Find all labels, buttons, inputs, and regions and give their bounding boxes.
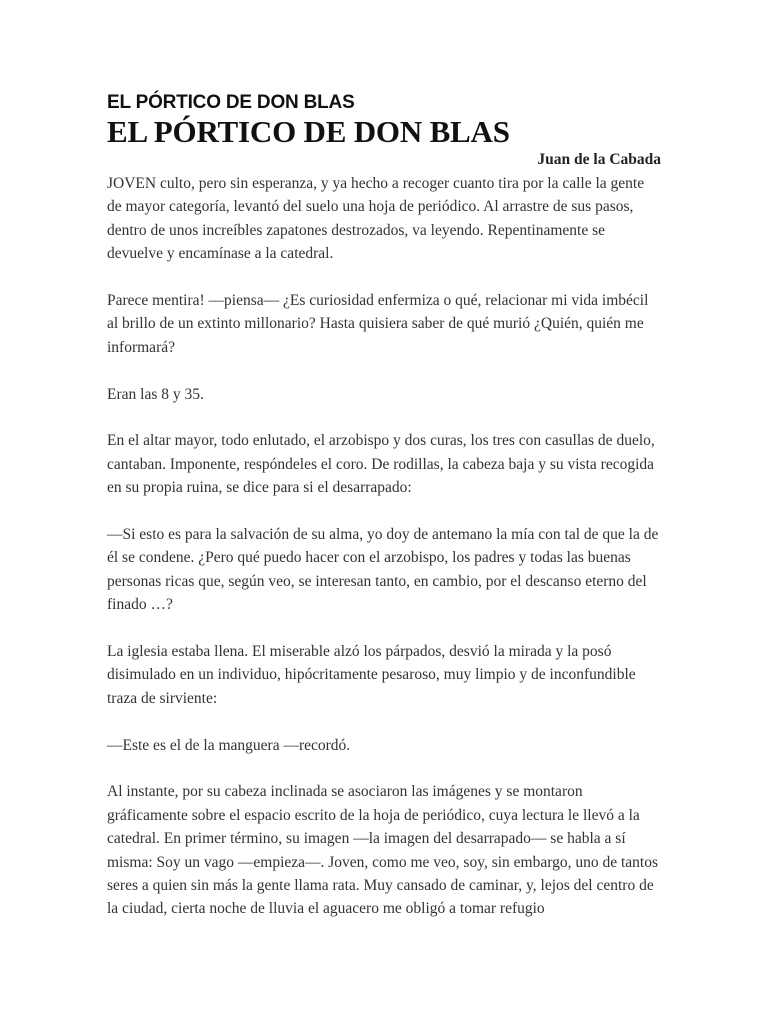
paragraph: JOVEN culto, pero sin esperanza, y ya hecho a recoger cuanto tira por la calle la gente de mayor categoría, levantó del suelo una hoja de periódico. Al arrastre de sus pasos, dentro de unos increíbles zapatones destrozados, va leyendo. Repentinamente se devuelve y encamínase a la catedral.: [107, 175, 645, 263]
document-title: EL PÓRTICO DE DON BLAS: [107, 114, 510, 149]
paragraph: En el altar mayor, todo enlutado, el arzobispo y dos curas, los tres con casullas de duelo, cantaban. Imponente, respóndeles el coro. De rodillas, la cabeza baja y su vista recogida en su propia ruina, se dice para si el desarrapado:: [107, 432, 655, 497]
paragraph: Parece mentira! —piensa— ¿Es curiosidad enfermiza o qué, relacionar mi vida imbécil al brillo de un extinto millonario? Hasta quisiera saber de qué murió ¿Quién, quién me informará?: [107, 292, 649, 356]
running-head: EL PÓRTICO DE DON BLAS: [107, 92, 355, 113]
paragraph: Al instante, por su cabeza inclinada se asociaron las imágenes y se montaron gráficamente sobre el espacio escrito de la hoja de periódico, cuya lectura le llevó a la catedral. En primer término, su imagen —la imagen del desarrapado— se habla a sí misma: Soy un vago —empieza—. Joven, como me veo, soy, sin embargo, uno de tantos seres a quien sin más la gente llama rata. Muy cansado de caminar, y, lejos del centro de la ciudad, cierta noche de lluvia el aguacero me obligó a tomar refugio: [107, 783, 659, 918]
author-name: Juan de la Cabada: [537, 151, 661, 168]
paragraph: Eran las 8 y 35.: [107, 385, 204, 403]
document-body: [107, 172, 661, 921]
paragraph: La iglesia estaba llena. El miserable alzó los párpados, desvió la mirada y la posó disimulado en un individuo, hipócritamente pesaroso, muy limpio y de inconfundible traza de sirviente:: [107, 643, 636, 707]
document-page: [107, 92, 661, 944]
paragraph: —Si esto es para la salvación de su alma, yo doy de antemano la mía con tal de que la de él se condene. ¿Pero qué puedo hacer con el arzobispo, los padres y todas las buenas personas ricas que, según veo, se interesan tanto, en cambio, por el descanso eterno del finado …?: [107, 526, 659, 614]
paragraph: —Este es el de la manguera —recordó.: [107, 736, 351, 754]
